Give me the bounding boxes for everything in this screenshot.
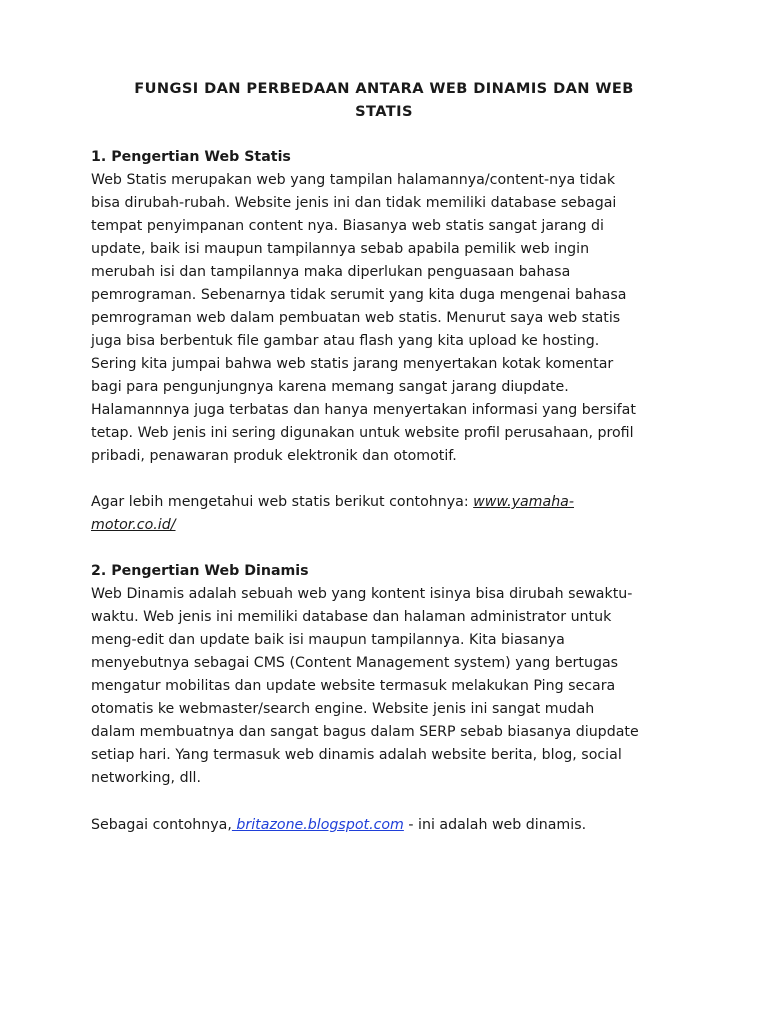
paragraph-line: pemrograman web dalam pembuatan web statis. Menurut saya web statis — [91, 310, 621, 326]
example-suffix: - ini adalah web dinamis. — [403, 817, 587, 833]
paragraph-line: Sering kita jumpai bahwa web statis jarang menyertakan kotak komentar — [91, 356, 614, 372]
paragraph-line: waktu. Web jenis ini memiliki database dan halaman administrator untuk — [91, 609, 612, 625]
paragraph-line: setiap hari. Yang termasuk web dinamis adalah website berita, blog, social — [91, 747, 622, 763]
example-prefix: Agar lebih mengetahui web statis berikut contohnya: — [91, 494, 474, 510]
document-title — [80, 77, 688, 123]
example-link-britazone[interactable]: britazone.blogspot.com — [231, 817, 404, 833]
example-line — [91, 491, 686, 514]
paragraph-line: bisa dirubah-rubah. Website jenis ini dan tidak memiliki database sebagai — [91, 195, 617, 211]
paragraph-line: pemrograman. Sebenarnya tidak serumit yang kita duga mengenai bahasa — [91, 287, 627, 303]
example-line — [91, 814, 686, 837]
paragraph-line: juga bisa berbentuk file gambar atau flash yang kita upload ke hosting. — [91, 333, 600, 349]
paragraph-line: tetap. Web jenis ini sering digunakan untuk website profil perusahaan, profil — [91, 425, 634, 441]
title-line-2: STATIS — [355, 103, 413, 120]
example-dinamis — [91, 814, 686, 837]
section-heading: 1. Pengertian Web Statis — [91, 149, 291, 165]
paragraph-line: tempat penyimpanan content nya. Biasanya web statis sangat jarang di — [91, 218, 605, 234]
paragraph-line: merubah isi dan tampilannya maka diperlukan penguasaan bahasa — [91, 264, 571, 280]
section-web-statis — [91, 146, 686, 468]
paragraph-line: update, baik isi maupun tampilannya sebab apabila pemilik web ingin — [91, 241, 590, 257]
paragraph-line: bagi para pengunjungnya karena memang sangat jarang diupdate. — [91, 379, 569, 395]
paragraph-line: menyebutnya sebagai CMS (Content Management system) yang bertugas — [91, 655, 619, 671]
paragraph-line: networking, dll. — [91, 770, 201, 786]
paragraph-line: Web Dinamis adalah sebuah web yang kontent isinya bisa dirubah sewaktu- — [91, 586, 633, 602]
example-link-yamaha[interactable]: www.yamaha- — [473, 494, 574, 510]
paragraph-line: pribadi, penawaran produk elektronik dan otomotif. — [91, 448, 457, 464]
paragraph-line: dalam membuatnya dan sangat bagus dalam SERP sebab biasanya diupdate — [91, 724, 639, 740]
paragraph-line: Halamannnya juga terbatas dan hanya menyertakan informasi yang bersifat — [91, 402, 636, 418]
example-statis — [91, 491, 686, 537]
paragraph-line: Web Statis merupakan web yang tampilan halamannya/content-nya tidak — [91, 172, 616, 188]
section-web-dinamis — [91, 560, 686, 790]
paragraph-line: mengatur mobilitas dan update website termasuk melakukan Ping secara — [91, 678, 616, 694]
example-prefix: Sebagai contohnya, — [91, 817, 232, 833]
section-heading: 2. Pengertian Web Dinamis — [91, 563, 309, 579]
example-link-yamaha-continued[interactable]: motor.co.id/ — [91, 517, 176, 533]
paragraph-line: meng-edit dan update baik isi maupun tampilannya. Kita biasanya — [91, 632, 565, 648]
example-line — [91, 514, 686, 537]
title-line-1: FUNGSI DAN PERBEDAAN ANTARA WEB DINAMIS DAN WEB — [134, 80, 634, 97]
paragraph-line: otomatis ke webmaster/search engine. Website jenis ini sangat mudah — [91, 701, 595, 717]
section-paragraph — [91, 583, 686, 790]
section-paragraph — [91, 169, 686, 468]
